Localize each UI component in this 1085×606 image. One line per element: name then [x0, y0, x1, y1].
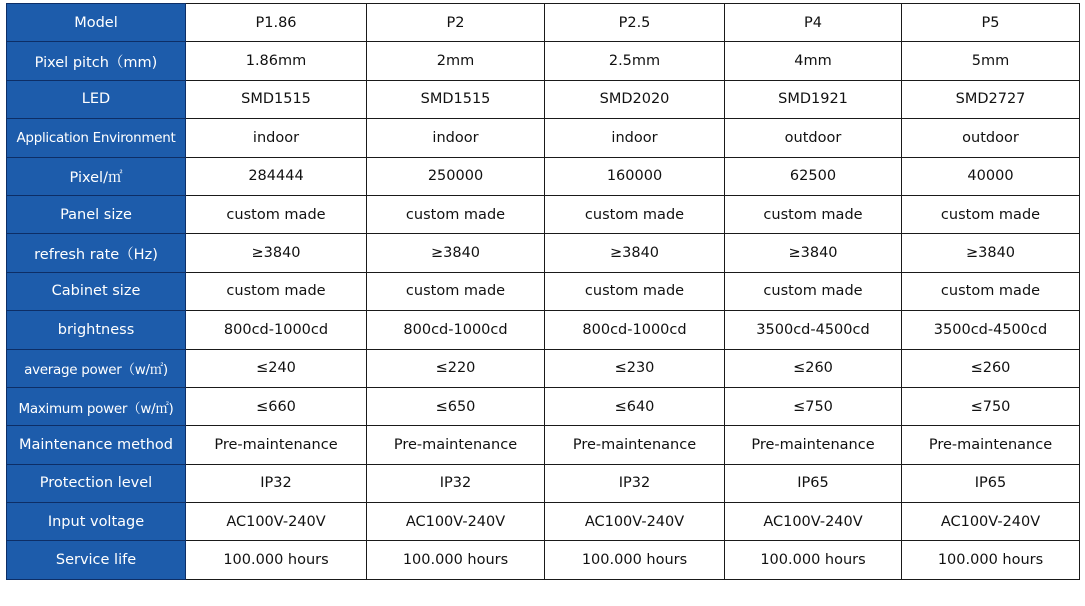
row-label-cell: Application Environment	[7, 119, 186, 157]
model-cell: P1.86	[186, 4, 367, 42]
table-row	[7, 503, 1080, 541]
value-cell: custom made	[186, 195, 367, 233]
value-cell: AC100V-240V	[186, 503, 367, 541]
value-cell: indoor	[545, 119, 725, 157]
led-spec-table	[6, 3, 1080, 580]
table-row	[7, 157, 1080, 195]
value-cell: indoor	[186, 119, 367, 157]
value-cell: 100.000 hours	[367, 541, 545, 579]
value-cell: ≤660	[186, 387, 367, 425]
value-cell: IP32	[186, 464, 367, 502]
row-label-cell: Pixel/㎡	[7, 157, 186, 195]
value-cell: custom made	[545, 272, 725, 310]
value-cell: IP32	[367, 464, 545, 502]
table-row	[7, 387, 1080, 425]
value-cell: ≤750	[725, 387, 902, 425]
value-cell: AC100V-240V	[902, 503, 1080, 541]
value-cell: ≤750	[902, 387, 1080, 425]
table-row	[7, 234, 1080, 272]
value-cell: ≥3840	[902, 234, 1080, 272]
value-cell: 5mm	[902, 42, 1080, 80]
row-label-cell: Cabinet size	[7, 272, 186, 310]
value-cell: IP65	[902, 464, 1080, 502]
table-row	[7, 42, 1080, 80]
row-label-cell: Input voltage	[7, 503, 186, 541]
table-row	[7, 195, 1080, 233]
value-cell: 250000	[367, 157, 545, 195]
value-cell: ≥3840	[545, 234, 725, 272]
value-cell: 100.000 hours	[545, 541, 725, 579]
value-cell: custom made	[725, 195, 902, 233]
value-cell: 284444	[186, 157, 367, 195]
row-label-cell: Service life	[7, 541, 186, 579]
table-row	[7, 80, 1080, 118]
value-cell: Pre-maintenance	[902, 426, 1080, 464]
value-cell: ≥3840	[367, 234, 545, 272]
table-header-row	[7, 4, 1080, 42]
value-cell: custom made	[367, 272, 545, 310]
value-cell: SMD2727	[902, 80, 1080, 118]
value-cell: 3500cd-4500cd	[725, 311, 902, 349]
value-cell: 3500cd-4500cd	[902, 311, 1080, 349]
value-cell: 4mm	[725, 42, 902, 80]
value-cell: 100.000 hours	[725, 541, 902, 579]
value-cell: 800cd-1000cd	[367, 311, 545, 349]
value-cell: ≤260	[902, 349, 1080, 387]
value-cell: IP32	[545, 464, 725, 502]
value-cell: ≤220	[367, 349, 545, 387]
value-cell: outdoor	[902, 119, 1080, 157]
value-cell: Pre-maintenance	[545, 426, 725, 464]
spec-table-container	[6, 3, 1080, 580]
value-cell: ≤230	[545, 349, 725, 387]
table-row	[7, 349, 1080, 387]
value-cell: indoor	[367, 119, 545, 157]
header-label-cell: Model	[7, 4, 186, 42]
value-cell: Pre-maintenance	[725, 426, 902, 464]
value-cell: custom made	[902, 272, 1080, 310]
value-cell: 62500	[725, 157, 902, 195]
row-label-cell: brightness	[7, 311, 186, 349]
spec-table-body	[7, 4, 1080, 580]
value-cell: SMD2020	[545, 80, 725, 118]
value-cell: custom made	[545, 195, 725, 233]
value-cell: 100.000 hours	[902, 541, 1080, 579]
row-label-cell: Pixel pitch（mm)	[7, 42, 186, 80]
value-cell: 1.86mm	[186, 42, 367, 80]
value-cell: IP65	[725, 464, 902, 502]
value-cell: SMD1921	[725, 80, 902, 118]
row-label-cell: LED	[7, 80, 186, 118]
value-cell: 160000	[545, 157, 725, 195]
row-label-cell: Protection level	[7, 464, 186, 502]
value-cell: 800cd-1000cd	[545, 311, 725, 349]
row-label-cell: refresh rate（Hz)	[7, 234, 186, 272]
table-row	[7, 464, 1080, 502]
value-cell: outdoor	[725, 119, 902, 157]
value-cell: ≥3840	[725, 234, 902, 272]
value-cell: ≤650	[367, 387, 545, 425]
value-cell: custom made	[186, 272, 367, 310]
value-cell: 2.5mm	[545, 42, 725, 80]
value-cell: AC100V-240V	[367, 503, 545, 541]
row-label-cell: Maximum power（w/㎡)	[7, 387, 186, 425]
row-label-cell: average power（w/㎡)	[7, 349, 186, 387]
table-row	[7, 541, 1080, 579]
value-cell: Pre-maintenance	[186, 426, 367, 464]
row-label-cell: Panel size	[7, 195, 186, 233]
value-cell: 40000	[902, 157, 1080, 195]
model-cell: P4	[725, 4, 902, 42]
value-cell: 2mm	[367, 42, 545, 80]
value-cell: custom made	[367, 195, 545, 233]
value-cell: AC100V-240V	[545, 503, 725, 541]
value-cell: custom made	[725, 272, 902, 310]
value-cell: 800cd-1000cd	[186, 311, 367, 349]
value-cell: custom made	[902, 195, 1080, 233]
value-cell: AC100V-240V	[725, 503, 902, 541]
model-cell: P2	[367, 4, 545, 42]
row-label-cell: Maintenance method	[7, 426, 186, 464]
table-row	[7, 272, 1080, 310]
table-row	[7, 119, 1080, 157]
value-cell: ≤260	[725, 349, 902, 387]
value-cell: ≤240	[186, 349, 367, 387]
table-row	[7, 311, 1080, 349]
model-cell: P5	[902, 4, 1080, 42]
model-cell: P2.5	[545, 4, 725, 42]
value-cell: ≥3840	[186, 234, 367, 272]
value-cell: 100.000 hours	[186, 541, 367, 579]
value-cell: ≤640	[545, 387, 725, 425]
value-cell: SMD1515	[186, 80, 367, 118]
value-cell: Pre-maintenance	[367, 426, 545, 464]
value-cell: SMD1515	[367, 80, 545, 118]
table-row	[7, 426, 1080, 464]
